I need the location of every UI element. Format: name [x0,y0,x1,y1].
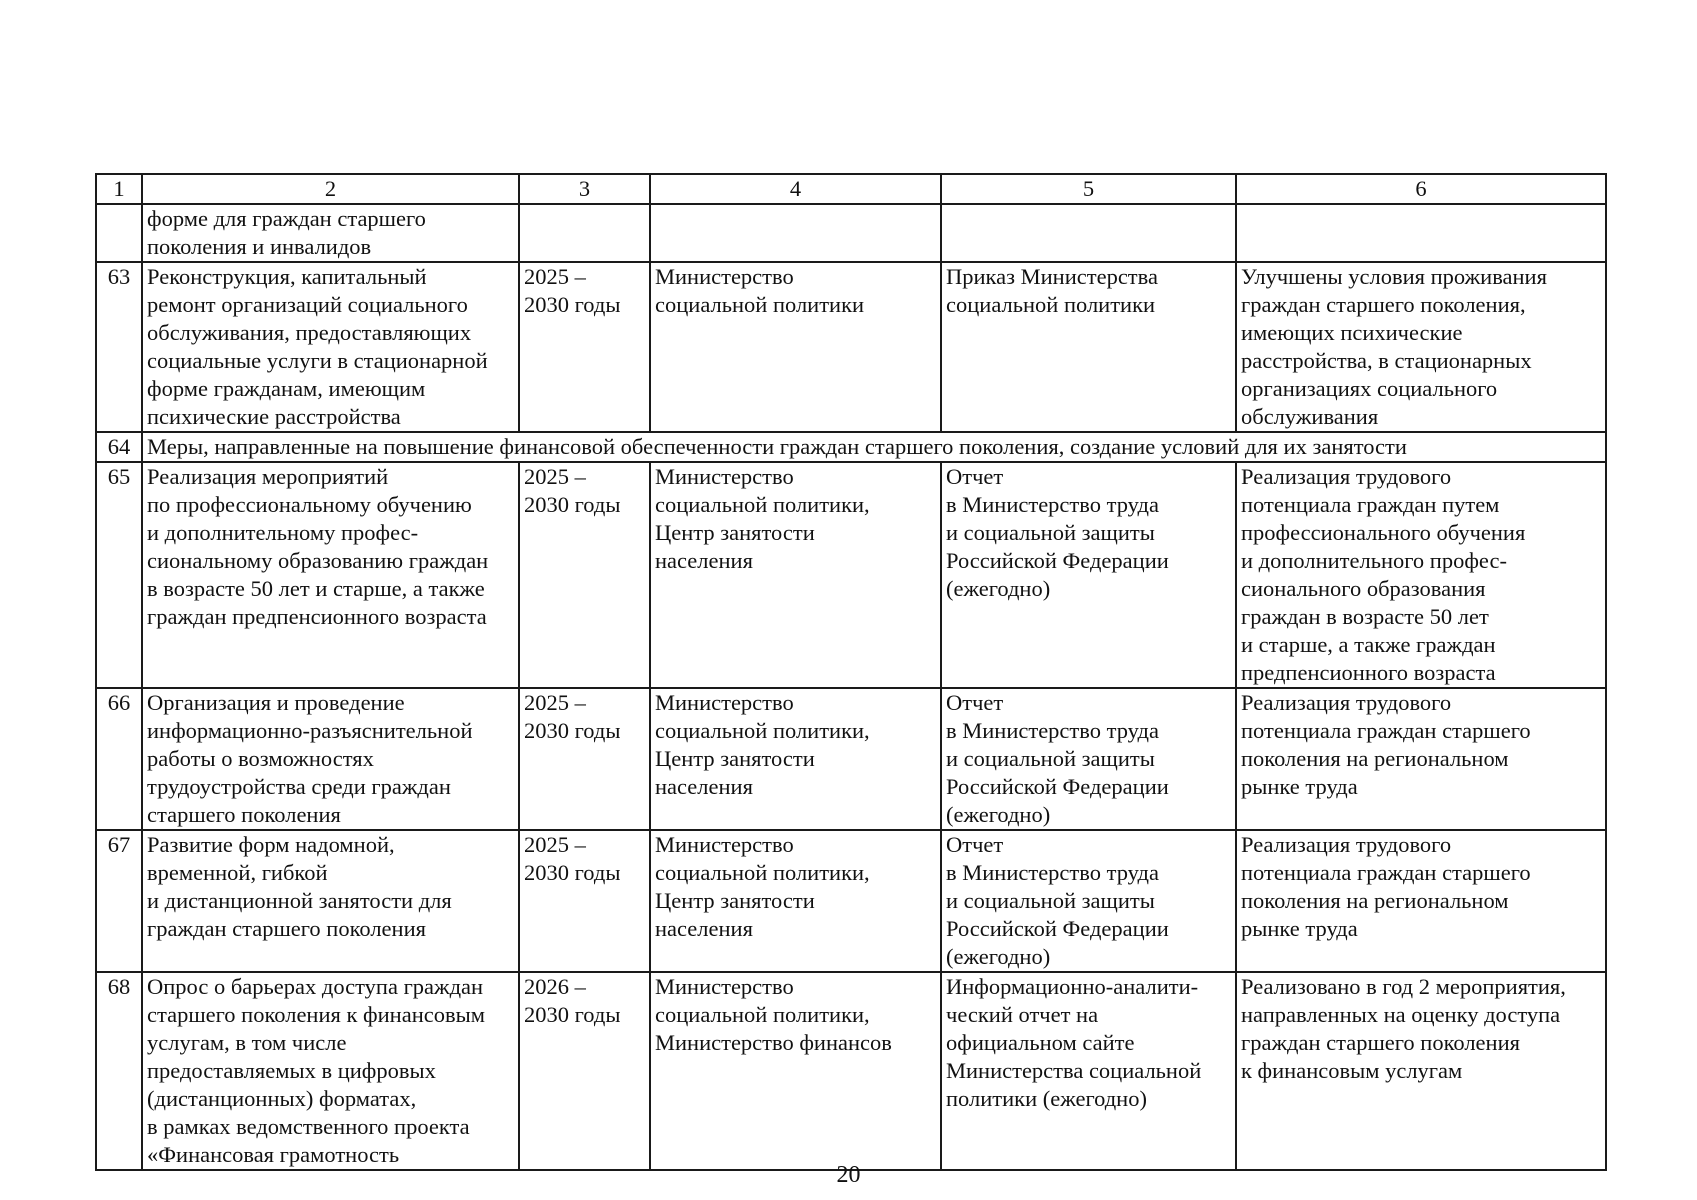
measure-cell: Реконструкция, капитальный ремонт организаций социального обслуживания, предоставляющих социальные услуги в стационарной форме гражданам, имеющим психические расстройства [142,262,519,432]
result-cell: Реализовано в год 2 мероприятия, направленных на оценку доступа граждан старшего поколения к финансовым услугам [1236,972,1606,1170]
document-cell: Приказ Министерства социальной политики [941,262,1236,432]
table-row [96,830,1606,972]
table-row [96,972,1606,1170]
document-table [95,173,1607,1171]
measure-cell: Реализация мероприятий по профессиональному обучению и дополнительному профес- сиональному образованию граждан в возрасте 50 лет и старше, а также граждан предпенсионного возраста [142,462,519,688]
row-number: 67 [96,830,142,972]
executor-cell: Министерство социальной политики, Центр занятости населения [650,688,941,830]
executor-cell: Министерство социальной политики, Центр занятости населения [650,830,941,972]
header-cell-4: 4 [650,174,941,204]
document-cell: Отчет в Министерство труда и социальной защиты Российской Федерации (ежегодно) [941,688,1236,830]
period-cell: 2025 – 2030 годы [519,830,650,972]
row-number: 65 [96,462,142,688]
row-number [96,204,142,262]
header-cell-5: 5 [941,174,1236,204]
header-cell-1: 1 [96,174,142,204]
executor-cell: Министерство социальной политики, Министерство финансов [650,972,941,1170]
section-row [96,432,1606,462]
header-cell-2: 2 [142,174,519,204]
header-cell-3: 3 [519,174,650,204]
document-cell [941,204,1236,262]
header-cell-6: 6 [1236,174,1606,204]
table-row [96,462,1606,688]
page-number: 20 [836,1162,861,1188]
result-cell [1236,204,1606,262]
period-cell [519,204,650,262]
period-cell: 2025 – 2030 годы [519,462,650,688]
row-number: 63 [96,262,142,432]
document-cell: Информационно-аналити- ческий отчет на официальном сайте Министерства социальной политики (ежегодно) [941,972,1236,1170]
table-row [96,262,1606,432]
measure-cell: форме для граждан старшего поколения и инвалидов [142,204,519,262]
executor-cell [650,204,941,262]
document-cell: Отчет в Министерство труда и социальной защиты Российской Федерации (ежегодно) [941,462,1236,688]
measure-cell: Опрос о барьерах доступа граждан старшего поколения к финансовым услугам, в том числе предоставляемых в цифровых (дистанционных) форматах, в рамках ведомственного проекта «Финансовая грамотность [142,972,519,1170]
period-cell: 2025 – 2030 годы [519,262,650,432]
row-number: 68 [96,972,142,1170]
result-cell: Реализация трудового потенциала граждан старшего поколения на региональном рынке труда [1236,830,1606,972]
period-cell: 2025 – 2030 годы [519,688,650,830]
measure-cell: Организация и проведение информационно-разъяснительной работы о возможностях трудоустройства среди граждан старшего поколения [142,688,519,830]
result-cell: Реализация трудового потенциала граждан путем профессионального обучения и дополнительного профес- сионального образования граждан в возрасте 50 лет и старше, а также граждан предпенсионного возраста [1236,462,1606,688]
executor-cell: Министерство социальной политики, Центр занятости населения [650,462,941,688]
row-number: 66 [96,688,142,830]
period-cell: 2026 – 2030 годы [519,972,650,1170]
result-cell: Улучшены условия проживания граждан старшего поколения, имеющих психические расстройства, в стационарных организациях социального обслуживания [1236,262,1606,432]
executor-cell: Министерство социальной политики [650,262,941,432]
row-number: 64 [96,432,142,462]
document-cell: Отчет в Министерство труда и социальной защиты Российской Федерации (ежегодно) [941,830,1236,972]
result-cell: Реализация трудового потенциала граждан старшего поколения на региональном рынке труда [1236,688,1606,830]
measure-cell: Развитие форм надомной, временной, гибкой и дистанционной занятости для граждан старшего поколения [142,830,519,972]
section-heading: Меры, направленные на повышение финансовой обеспеченности граждан старшего поколения, создание условий для их занятости [142,432,1606,462]
table-row [96,688,1606,830]
header-row [96,174,1606,204]
table-row-continuation [96,204,1606,262]
